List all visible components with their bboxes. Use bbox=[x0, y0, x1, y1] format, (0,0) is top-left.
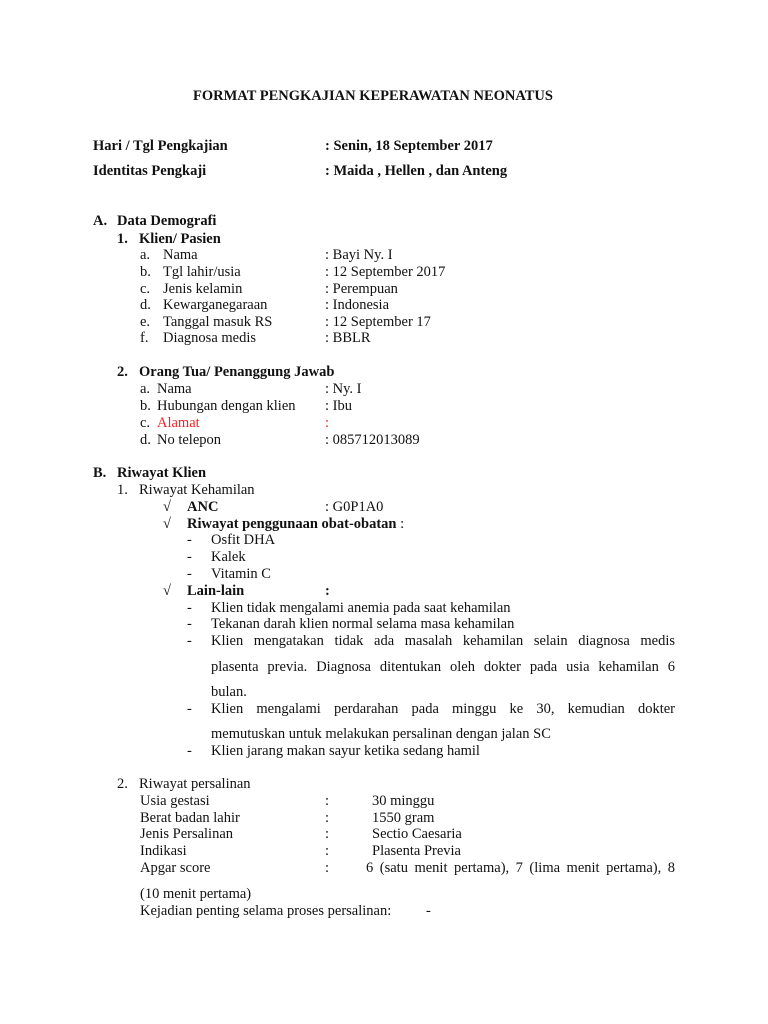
parent-row-value: : Ibu bbox=[325, 398, 352, 414]
events-value: - bbox=[426, 903, 431, 919]
date-value: : Senin, 18 September 2017 bbox=[325, 138, 493, 154]
other-item-line: memutuskan untuk melakukan persalinan dengan jalan SC bbox=[211, 726, 551, 742]
date-label: Hari / Tgl Pengkajian bbox=[93, 138, 228, 154]
patient-row-label: Tanggal masuk RS bbox=[163, 314, 273, 330]
patient-row-value: : Indonesia bbox=[325, 297, 390, 313]
section-a-title: Data Demografi bbox=[117, 213, 217, 229]
labor-row-value: 30 minggu bbox=[372, 793, 435, 809]
patient-row-label: Nama bbox=[163, 247, 198, 263]
drug-item: Osfit DHA bbox=[211, 532, 276, 548]
labor-colon: : bbox=[325, 826, 330, 842]
assessor-label: Identitas Pengkaji bbox=[93, 163, 207, 179]
patient-row-value: : 12 September 17 bbox=[325, 314, 431, 330]
other-colon: : bbox=[325, 583, 330, 599]
parent-title: Orang Tua/ Penanggung Jawab bbox=[139, 364, 335, 380]
drug-history-line bbox=[187, 516, 404, 533]
parent-row-letter: d. bbox=[140, 432, 151, 448]
dash: - bbox=[187, 549, 192, 565]
patient-row-value: : Bayi Ny. I bbox=[325, 247, 393, 263]
dash: - bbox=[187, 600, 192, 616]
patient-row-letter: e. bbox=[140, 314, 151, 330]
parent-row-label: Nama bbox=[157, 381, 192, 397]
pregnancy-title: Riwayat Kehamilan bbox=[139, 482, 255, 498]
check-icon: √ bbox=[163, 516, 171, 532]
parent-row-letter: b. bbox=[140, 398, 151, 414]
events-label: Kejadian penting selama proses persalinan: bbox=[140, 903, 392, 919]
page-title: FORMAT PENGKAJIAN KEPERAWATAN NEONATUS bbox=[193, 88, 553, 104]
labor-title: Riwayat persalinan bbox=[139, 776, 251, 792]
parent-row-label: Hubungan dengan klien bbox=[157, 398, 296, 414]
patient-row-letter: b. bbox=[140, 264, 151, 280]
apgar-label: Apgar score bbox=[140, 860, 211, 876]
patient-row-letter: a. bbox=[140, 247, 151, 263]
labor-row-value: Sectio Caesaria bbox=[372, 826, 462, 842]
labor-row-label: Indikasi bbox=[140, 843, 187, 859]
parent-row-value: : 085712013089 bbox=[325, 432, 420, 448]
dash: - bbox=[187, 616, 192, 632]
dash: - bbox=[187, 633, 192, 649]
parent-row-value-address: : bbox=[325, 415, 330, 431]
check-icon: √ bbox=[163, 583, 171, 599]
assessor-value: : Maida , Hellen , dan Anteng bbox=[325, 163, 508, 179]
apgar-value-line: 6 (satu menit pertama), 7 (lima menit pertama), 8 bbox=[366, 860, 675, 876]
section-b-title: Riwayat Klien bbox=[117, 465, 207, 481]
apgar-value-line: (10 menit pertama) bbox=[140, 886, 252, 902]
drug-history-label: Riwayat penggunaan obat-obatan bbox=[187, 516, 397, 532]
labor-colon: : bbox=[325, 860, 330, 876]
dash: - bbox=[187, 743, 192, 759]
dash: - bbox=[187, 566, 192, 582]
parent-row-letter: a. bbox=[140, 381, 151, 397]
labor-row-value: Plasenta Previa bbox=[372, 843, 461, 859]
other-item: Tekanan darah klien normal selama masa kehamilan bbox=[211, 616, 515, 632]
dash: - bbox=[187, 532, 192, 548]
labor-row-label: Usia gestasi bbox=[140, 793, 210, 809]
patient-row-label: Tgl lahir/usia bbox=[163, 264, 241, 280]
patient-row-value: : 12 September 2017 bbox=[325, 264, 446, 280]
labor-colon: : bbox=[325, 843, 330, 859]
patient-row-letter: d. bbox=[140, 297, 151, 313]
anc-label: ANC bbox=[187, 499, 219, 515]
labor-row-label: Berat badan lahir bbox=[140, 810, 240, 826]
labor-colon: : bbox=[325, 810, 330, 826]
parent-row-label-address: Alamat bbox=[157, 415, 200, 431]
patient-row-label: Jenis kelamin bbox=[163, 281, 243, 297]
parent-row-letter: c. bbox=[140, 415, 151, 431]
pregnancy-num: 1. bbox=[117, 482, 128, 498]
patient-row-letter: c. bbox=[140, 281, 151, 297]
patient-row-value: : BBLR bbox=[325, 330, 371, 346]
labor-row-value: 1550 gram bbox=[372, 810, 435, 826]
anc-value: : G0P1A0 bbox=[325, 499, 384, 515]
drug-history-colon: : bbox=[400, 516, 405, 532]
labor-row-label: Jenis Persalinan bbox=[140, 826, 234, 842]
patient-title: Klien/ Pasien bbox=[139, 231, 221, 247]
other-item: Klien tidak mengalami anemia pada saat kehamilan bbox=[211, 600, 511, 616]
other-item-line: bulan. bbox=[211, 684, 247, 700]
patient-row-value: : Perempuan bbox=[325, 281, 398, 297]
other-item-line: Klien mengatakan tidak ada masalah kehamilan selain diagnosa medis bbox=[211, 633, 675, 649]
patient-num: 1. bbox=[117, 231, 128, 247]
labor-num: 2. bbox=[117, 776, 128, 792]
check-icon: √ bbox=[163, 499, 171, 515]
section-a-marker: A. bbox=[93, 213, 108, 229]
patient-row-label: Kewarganegaraan bbox=[163, 297, 268, 313]
parent-num: 2. bbox=[117, 364, 128, 380]
parent-row-value: : Ny. I bbox=[325, 381, 362, 397]
other-item: Klien jarang makan sayur ketika sedang hamil bbox=[211, 743, 480, 759]
drug-item: Vitamin C bbox=[211, 566, 271, 582]
patient-row-label: Diagnosa medis bbox=[163, 330, 257, 346]
parent-row-label: No telepon bbox=[157, 432, 222, 448]
section-b-marker: B. bbox=[93, 465, 107, 481]
labor-colon: : bbox=[325, 793, 330, 809]
other-label: Lain-lain bbox=[187, 583, 245, 599]
dash: - bbox=[187, 701, 192, 717]
other-item-line: Klien mengalami perdarahan pada minggu ke 30, kemudian dokter bbox=[211, 701, 675, 717]
other-item-line: plasenta previa. Diagnosa ditentukan oleh dokter pada usia kehamilan 6 bbox=[211, 659, 675, 675]
drug-item: Kalek bbox=[211, 549, 246, 565]
patient-row-letter: f. bbox=[140, 330, 149, 346]
